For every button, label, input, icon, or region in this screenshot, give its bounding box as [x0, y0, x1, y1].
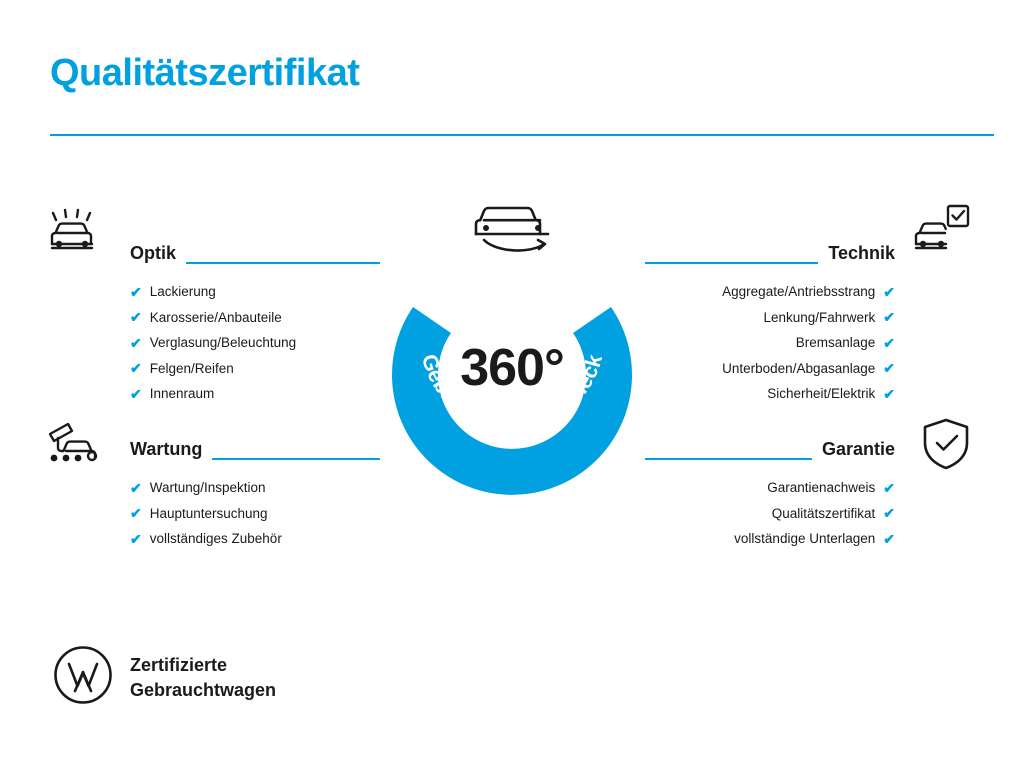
list-item-label: Unterboden/Abgasanlage	[722, 360, 876, 376]
list-item	[645, 501, 895, 526]
footer-text	[130, 653, 276, 702]
check-icon: ✔	[883, 309, 895, 326]
list-item-label: Hauptuntersuchung	[149, 505, 268, 521]
check-icon: ✔	[130, 360, 142, 377]
check-icon: ✔	[130, 385, 142, 402]
list-item-label: vollständiges Zubehör	[149, 531, 282, 547]
list-item	[645, 382, 895, 407]
block-garantie	[645, 428, 895, 552]
block-wartung	[130, 428, 380, 552]
check-icon: ✔	[883, 360, 895, 377]
block-garantie-rule	[645, 458, 812, 460]
list-item	[645, 476, 895, 501]
block-technik	[645, 232, 895, 407]
car-polish-icon	[44, 200, 110, 271]
list-item	[645, 280, 895, 305]
list-item-label: Verglasung/Beleuchtung	[149, 335, 297, 351]
block-optik-rule	[186, 262, 380, 264]
page-title: Qualitätszertifikat	[50, 52, 360, 94]
list-item-label: Wartung/Inspektion	[149, 480, 266, 496]
degrees-label: 360°	[460, 339, 564, 397]
check-icon: ✔	[130, 480, 142, 496]
check-icon: ✔	[883, 385, 895, 402]
check-360-graphic	[372, 190, 652, 500]
check-icon: ✔	[883, 334, 895, 351]
list-item	[645, 305, 895, 330]
block-wartung-title: Wartung	[130, 439, 203, 459]
check-icon: ✔	[130, 334, 142, 351]
list-item	[130, 356, 380, 381]
check-360-ring	[372, 246, 652, 496]
check-icon: ✔	[883, 505, 895, 522]
block-technik-title: Technik	[828, 243, 895, 263]
block-optik-header	[130, 232, 380, 266]
list-item-label: Lenkung/Fahrwerk	[763, 309, 876, 325]
list-item-label: Aggregate/Antriebsstrang	[722, 284, 876, 300]
check-icon: ✔	[883, 530, 895, 547]
list-item-label: Sicherheit/Elektrik	[767, 386, 876, 402]
shield-check-icon	[916, 412, 976, 483]
block-garantie-list	[645, 476, 895, 552]
svg-text:Gebrauchtwagen-Check: Gebrauchtwagen-Check	[416, 351, 608, 436]
list-item	[645, 527, 895, 552]
list-item-label: Karosserie/Anbauteile	[149, 309, 282, 325]
block-technik-rule	[645, 262, 818, 264]
check-icon: ✔	[130, 530, 142, 547]
list-item	[130, 331, 380, 356]
list-item	[645, 331, 895, 356]
check-icon: ✔	[883, 284, 895, 300]
list-item	[130, 527, 380, 552]
list-item	[645, 356, 895, 381]
vw-logo-icon	[52, 644, 114, 711]
list-item-label: vollständige Unterlagen	[734, 531, 876, 547]
block-technik-list	[645, 280, 895, 407]
list-item-label: Qualitätszertifikat	[771, 505, 876, 521]
block-wartung-rule	[212, 458, 380, 460]
check-icon: ✔	[130, 505, 142, 522]
block-garantie-title: Garantie	[821, 439, 895, 459]
list-item	[130, 501, 380, 526]
car-lift-icon	[44, 412, 110, 483]
block-optik-title: Optik	[130, 243, 177, 263]
check-icon: ✔	[883, 480, 895, 496]
block-optik-list	[130, 280, 380, 407]
check-icon: ✔	[130, 309, 142, 326]
list-item-label: Felgen/Reifen	[149, 360, 234, 376]
check-icon: ✔	[130, 284, 142, 300]
footer-line-2: Gebrauchtwagen	[130, 679, 277, 700]
list-item	[130, 305, 380, 330]
footer-line-1: Zertifizierte	[130, 655, 228, 676]
block-wartung-header	[130, 428, 380, 462]
block-technik-header	[645, 232, 895, 266]
list-item	[130, 280, 380, 305]
list-item-label: Garantienachweis	[767, 480, 876, 496]
car-checklist-icon	[910, 200, 976, 271]
list-item-label: Lackierung	[149, 284, 216, 300]
block-wartung-list	[130, 476, 380, 552]
footer-brand	[52, 644, 276, 711]
block-optik	[130, 232, 380, 407]
block-garantie-header	[645, 428, 895, 462]
title-divider	[50, 134, 994, 136]
list-item	[130, 382, 380, 407]
list-item	[130, 476, 380, 501]
list-item-label: Bremsanlage	[795, 335, 876, 351]
list-item-label: Innenraum	[149, 386, 215, 402]
